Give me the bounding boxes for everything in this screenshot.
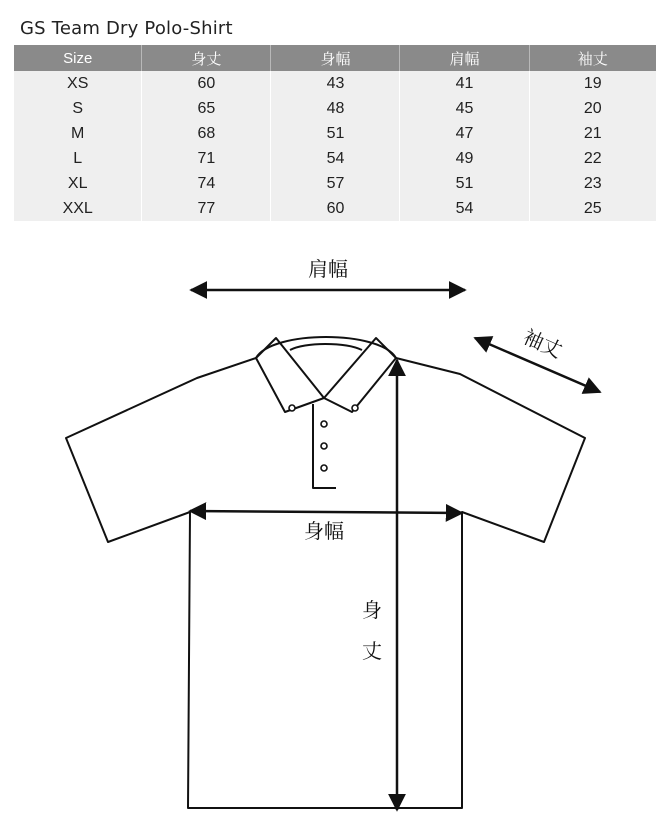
cell-size: S: [14, 96, 142, 121]
table-header-row: [14, 45, 656, 71]
cell-size: M: [14, 121, 142, 146]
cell-shoulder: 49: [400, 146, 529, 171]
body-width-label: 身幅: [304, 519, 344, 543]
button-icon: [289, 405, 295, 411]
header-size: Size: [14, 45, 142, 71]
table-row: [14, 96, 656, 121]
header-length: 身丈: [142, 45, 271, 71]
button-icon: [352, 405, 358, 411]
cell-width: 48: [271, 96, 400, 121]
cell-size: XL: [14, 171, 142, 196]
shirt-buttons: [289, 405, 358, 471]
shoulder-width-label: 肩幅: [308, 257, 348, 281]
cell-width: 57: [271, 171, 400, 196]
cell-size: XS: [14, 71, 142, 96]
table-row: [14, 196, 656, 221]
cell-shoulder: 51: [400, 171, 529, 196]
table-row: [14, 71, 656, 96]
cell-width: 43: [271, 71, 400, 96]
header-sleeve: 袖丈: [529, 45, 656, 71]
cell-shoulder: 54: [400, 196, 529, 221]
cell-sleeve: 25: [529, 196, 656, 221]
table-row: [14, 146, 656, 171]
cell-length: 71: [142, 146, 271, 171]
body-length-label-2: 丈: [362, 639, 382, 663]
cell-width: 60: [271, 196, 400, 221]
cell-shoulder: 45: [400, 96, 529, 121]
header-width: 身幅: [271, 45, 400, 71]
cell-length: 60: [142, 71, 271, 96]
cell-width: 54: [271, 146, 400, 171]
button-icon: [321, 465, 327, 471]
cell-sleeve: 23: [529, 171, 656, 196]
polo-shirt-outline: [66, 337, 585, 808]
button-icon: [321, 421, 327, 427]
size-chart-table: [14, 45, 656, 221]
cell-width: 51: [271, 121, 400, 146]
cell-sleeve: 20: [529, 96, 656, 121]
cell-length: 74: [142, 171, 271, 196]
button-icon: [321, 443, 327, 449]
cell-length: 68: [142, 121, 271, 146]
cell-size: XXL: [14, 196, 142, 221]
page-title: GS Team Dry Polo-Shirt: [20, 18, 233, 39]
cell-length: 65: [142, 96, 271, 121]
cell-size: L: [14, 146, 142, 171]
cell-length: 77: [142, 196, 271, 221]
cell-sleeve: 22: [529, 146, 656, 171]
table-row: [14, 121, 656, 146]
sleeve-length-label: 袖丈: [519, 324, 566, 363]
cell-sleeve: 19: [529, 71, 656, 96]
cell-sleeve: 21: [529, 121, 656, 146]
header-shoulder: 肩幅: [400, 45, 529, 71]
body-width-arrow: [190, 511, 462, 513]
collar-inner-line: [290, 344, 362, 350]
cell-shoulder: 41: [400, 71, 529, 96]
table-row: [14, 171, 656, 196]
cell-shoulder: 47: [400, 121, 529, 146]
polo-shirt-measurement-diagram: [0, 240, 670, 836]
body-length-label-1: 身: [362, 598, 382, 622]
